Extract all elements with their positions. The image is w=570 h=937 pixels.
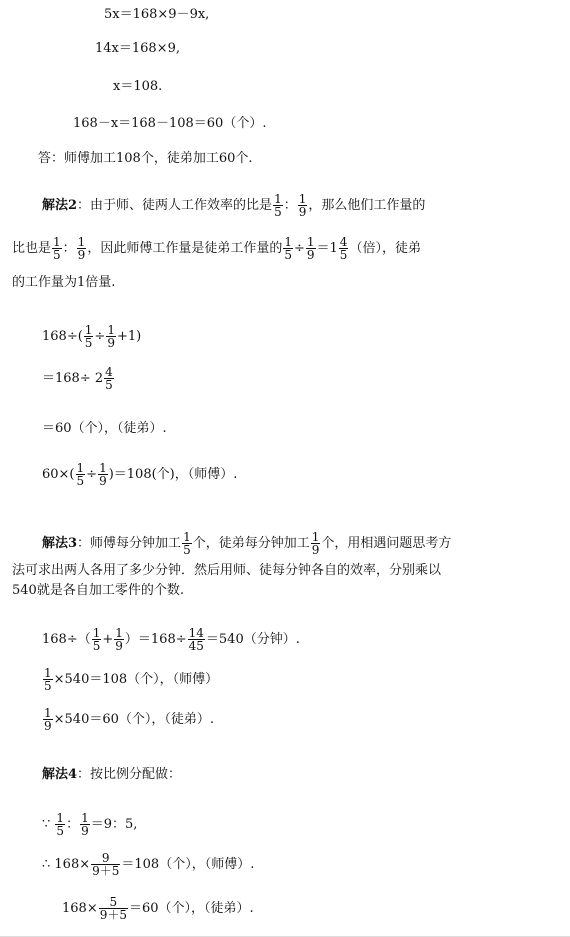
fraction-denominator: 5 bbox=[84, 336, 93, 350]
text-segment: ∴ 168× bbox=[42, 857, 91, 872]
text-segment: ＝108（个），（师傅）. bbox=[121, 857, 255, 872]
fraction bbox=[77, 236, 87, 261]
fraction-numerator: 1 bbox=[84, 323, 93, 337]
fraction-denominator: 9 bbox=[77, 248, 86, 262]
method3-label: 解法3 bbox=[42, 536, 78, 551]
fraction bbox=[283, 236, 293, 261]
fraction-denominator: 45 bbox=[188, 639, 204, 653]
fraction bbox=[80, 812, 90, 837]
fraction-numerator: 1 bbox=[115, 626, 123, 640]
text-segment: ，那么他们工作量的 bbox=[308, 198, 426, 213]
fraction-numerator: 1 bbox=[44, 706, 52, 720]
text-segment: ＝60（个），（徒弟）. bbox=[129, 901, 254, 916]
fraction bbox=[339, 236, 349, 261]
fraction-numerator: 1 bbox=[53, 235, 61, 249]
text-segment: 168× bbox=[62, 901, 98, 916]
method3-paragraph-line3: 540就是各自加工零件的个数. bbox=[12, 583, 184, 598]
fraction bbox=[52, 236, 62, 261]
equation-line bbox=[42, 667, 218, 692]
fraction-numerator: 1 bbox=[306, 235, 315, 249]
text-segment: ：师傅每分钟加工 bbox=[77, 536, 182, 551]
equation-line bbox=[42, 812, 137, 837]
fraction-denominator: 9 bbox=[306, 248, 315, 262]
fraction-denominator: 9＋5 bbox=[99, 908, 127, 922]
fraction-denominator: 5 bbox=[56, 824, 65, 838]
equation-line: ＝60（个），（徒弟）. bbox=[42, 421, 167, 436]
fraction-numerator: 1 bbox=[311, 530, 320, 544]
text-segment: （倍），徒弟 bbox=[349, 241, 421, 256]
fraction bbox=[104, 366, 114, 391]
fraction-numerator: 1 bbox=[284, 235, 292, 249]
text-segment: +1) bbox=[116, 329, 142, 344]
text-segment: 个，徒弟每分钟加工 bbox=[192, 536, 310, 551]
fraction-denominator: 9 bbox=[311, 543, 320, 557]
equation-line bbox=[42, 462, 237, 487]
fraction bbox=[114, 627, 124, 652]
text-segment: ＝540（分钟）. bbox=[205, 632, 300, 647]
fraction-denominator: 5 bbox=[183, 543, 191, 557]
fraction bbox=[298, 193, 308, 218]
fraction-numerator: 4 bbox=[105, 365, 113, 379]
text-segment: ×540＝60（个），（徒弟）. bbox=[53, 712, 215, 727]
equation-line bbox=[62, 896, 254, 921]
fraction bbox=[306, 236, 316, 261]
fraction-numerator: 1 bbox=[99, 461, 107, 475]
fraction-numerator: 9 bbox=[91, 852, 120, 865]
fraction-numerator: 1 bbox=[76, 461, 85, 475]
text-segment: 168÷（ bbox=[42, 632, 91, 647]
fraction bbox=[76, 462, 86, 487]
fraction bbox=[98, 462, 108, 487]
equation-line bbox=[42, 366, 115, 391]
fraction-denominator: 5 bbox=[92, 639, 101, 653]
equation-line bbox=[42, 627, 300, 652]
text-segment: ＝168÷ 2 bbox=[42, 371, 104, 386]
fraction-numerator: 1 bbox=[56, 811, 65, 825]
text-segment: )＝108(个)，（师傅）. bbox=[108, 467, 238, 482]
fraction-denominator: 5 bbox=[284, 248, 292, 262]
text-segment: ∵ bbox=[42, 817, 51, 832]
text-segment: 168÷( bbox=[42, 329, 83, 344]
method3-paragraph-line2: 法可求出两人各用了多少分钟．然后用师、徒每分钟各自的效率，分别乘以 bbox=[12, 563, 442, 578]
text-segment: + bbox=[102, 632, 114, 647]
equation-line: 5x＝168×9－9x, bbox=[104, 7, 210, 22]
fraction-numerator: 5 bbox=[99, 896, 128, 909]
fraction-numerator: 1 bbox=[298, 192, 307, 206]
answer-line: 答：师傅加工108个，徒弟加工60个. bbox=[38, 151, 253, 166]
method4-label: 解法4 bbox=[42, 767, 78, 782]
text-segment: 个，用相遇问题思考方 bbox=[321, 536, 452, 551]
method2-label: 解法2 bbox=[42, 198, 78, 213]
fraction-denominator: 5 bbox=[339, 248, 348, 262]
text-segment: ： bbox=[283, 198, 297, 213]
method4-heading bbox=[42, 768, 181, 781]
fraction bbox=[91, 852, 120, 877]
fraction-numerator: 1 bbox=[81, 811, 89, 825]
fraction bbox=[273, 193, 283, 218]
equation-line bbox=[42, 852, 254, 877]
method2-paragraph-line2 bbox=[12, 236, 421, 261]
method2-paragraph-line3: 的工作量为1倍量. bbox=[12, 275, 116, 290]
fraction-numerator: 14 bbox=[188, 626, 204, 640]
method3-paragraph-line1 bbox=[42, 531, 451, 556]
fraction-denominator: 5 bbox=[105, 378, 113, 392]
fraction bbox=[311, 531, 321, 556]
fraction-numerator: 1 bbox=[183, 530, 191, 544]
text-segment: ：按比例分配做： bbox=[77, 767, 182, 782]
fraction-denominator: 5 bbox=[53, 248, 61, 262]
fraction bbox=[84, 324, 94, 349]
equation-line bbox=[42, 707, 214, 732]
fraction-denominator: 9 bbox=[81, 824, 89, 838]
fraction bbox=[55, 812, 65, 837]
fraction-numerator: 1 bbox=[77, 235, 86, 249]
fraction bbox=[99, 896, 128, 921]
fraction-denominator: 5 bbox=[274, 205, 282, 219]
text-segment: ）＝168÷ bbox=[124, 632, 187, 647]
fraction bbox=[92, 627, 102, 652]
fraction bbox=[182, 531, 192, 556]
equation-line: 168－x＝168－108＝60（个）. bbox=[73, 116, 267, 131]
text-segment: ÷ bbox=[293, 241, 305, 256]
fraction-denominator: 9＋5 bbox=[92, 864, 120, 878]
text-segment: ： bbox=[66, 817, 80, 832]
text-segment: ： bbox=[62, 241, 76, 256]
fraction-numerator: 1 bbox=[44, 666, 52, 680]
method2-paragraph-line1: 解法2：由于师、徒两人工作效率的比是 $\frac{1}{5}$ ： $\frac{1}{9}$ ，那么他们工作量的 bbox=[42, 192, 426, 219]
fraction bbox=[43, 707, 53, 732]
fraction-denominator: 9 bbox=[107, 336, 115, 350]
text-segment: 比也是 bbox=[12, 241, 52, 256]
equation-line: x＝108. bbox=[113, 79, 163, 94]
fraction-numerator: 4 bbox=[339, 235, 348, 249]
fraction-denominator: 9 bbox=[298, 205, 307, 219]
fraction-numerator: 1 bbox=[274, 192, 282, 206]
fraction-numerator: 1 bbox=[107, 323, 115, 337]
text-segment: ＝1 bbox=[316, 241, 338, 256]
fraction-denominator: 9 bbox=[44, 719, 52, 733]
equation-line: 14x＝168×9, bbox=[95, 41, 180, 56]
fraction bbox=[106, 324, 116, 349]
fraction bbox=[43, 667, 53, 692]
equation-line bbox=[42, 324, 141, 349]
fraction bbox=[188, 627, 205, 652]
fraction-denominator: 9 bbox=[115, 639, 123, 653]
text-segment: ×540＝108（个），（师傅） bbox=[53, 672, 219, 687]
fraction-denominator: 5 bbox=[44, 679, 52, 693]
text-segment: ＝9：5, bbox=[90, 817, 138, 832]
text-segment: ，因此师傅工作量是徒弟工作量的 bbox=[87, 241, 283, 256]
fraction-denominator: 5 bbox=[76, 474, 85, 488]
text-segment: ÷ bbox=[86, 467, 98, 482]
text-segment: 60×( bbox=[42, 467, 75, 482]
text-segment: ÷ bbox=[94, 329, 106, 344]
fraction-numerator: 1 bbox=[92, 626, 101, 640]
fraction-denominator: 9 bbox=[99, 474, 107, 488]
